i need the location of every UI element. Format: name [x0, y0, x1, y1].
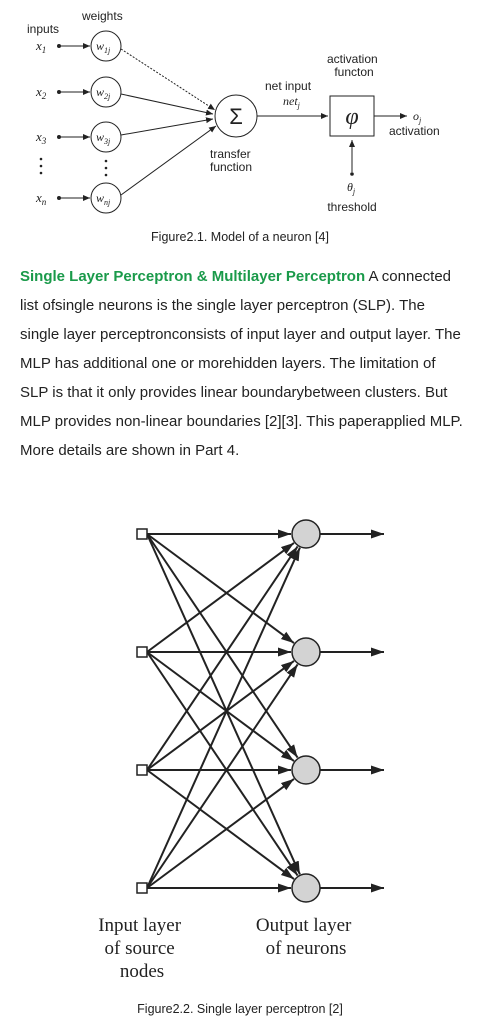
body-paragraph — [20, 262, 465, 465]
input-node — [137, 647, 147, 657]
activation-function-label: activation functon — [326, 52, 378, 79]
ellipsis-inputs — [40, 158, 43, 175]
connection-edge — [147, 779, 294, 888]
input-var: $x_1$ — [36, 38, 47, 55]
input-dot — [57, 90, 61, 94]
output-neuron — [292, 638, 320, 666]
net-input-label: net input — [265, 79, 312, 93]
connection-edge — [147, 770, 294, 879]
single-layer-perceptron-figure — [0, 510, 480, 990]
output-arrows — [320, 534, 384, 888]
input-var: $x_3$ — [36, 129, 47, 146]
activation-label: activation — [389, 124, 440, 138]
input-row — [35, 122, 121, 152]
net-var: net$_j$ — [283, 94, 300, 110]
threshold-var: $\theta_j$ — [347, 180, 356, 196]
input-dot — [57, 44, 61, 48]
weights-label: weights — [82, 9, 123, 23]
connection-edge — [147, 543, 294, 652]
sum-symbol: Σ — [229, 104, 243, 129]
input-node — [137, 529, 147, 539]
output-layer-label: Output layer of neurons — [255, 915, 352, 959]
connection-edge — [147, 664, 298, 888]
weight-var: $w_{2j}$ — [96, 85, 111, 101]
input-node — [137, 765, 147, 775]
connection-edge — [147, 661, 294, 770]
input-layer-label: Input layer of source nodes — [98, 915, 182, 982]
weight-var: $w_{3j}$ — [96, 130, 111, 146]
connection-edge — [147, 534, 294, 643]
figure1-caption: Figure2.1. Model of a neuron [4] — [151, 230, 329, 244]
connection-edge — [147, 534, 300, 874]
weight-var: $w_{nj}$ — [96, 191, 111, 207]
figure2-caption: Figure2.2. Single layer perceptron [2] — [137, 1002, 343, 1016]
section-heading: Single Layer Perceptron & Multilayer Perceptron — [20, 268, 366, 285]
weight-to-sum-connections — [121, 49, 216, 195]
output-neuron — [292, 756, 320, 784]
input-layer-nodes — [137, 529, 147, 893]
connection-edge — [147, 548, 300, 888]
weight-var: $w_{1j}$ — [96, 39, 111, 55]
network-edges — [147, 534, 300, 888]
connection-edge — [147, 534, 298, 758]
threshold-label: threshold — [327, 200, 377, 214]
connection-edge — [147, 652, 294, 761]
input-var: $x_2$ — [36, 84, 47, 101]
neuron-model-figure — [0, 0, 480, 225]
input-row — [35, 183, 121, 213]
input-node — [137, 883, 147, 893]
input-dot — [57, 196, 61, 200]
inputs-label: inputs — [27, 22, 60, 36]
ellipsis-weights — [105, 160, 108, 177]
paragraph-text: A connected list ofsingle neurons is the single layer perceptron (SLP). The single layer perceptronconsists of input layer and output layer. The MLP has additional one or morehidden layers. The limitation of SLP is that it only provides linear boundarybetween clusters. But MLP provides non-linear boundaries [2][3]. This paperapplied MLP. More details are shown in Part 4. — [20, 268, 463, 459]
output-layer-neurons — [292, 520, 320, 902]
input-row — [35, 77, 121, 107]
output-neuron — [292, 520, 320, 548]
connection-edge — [147, 546, 298, 770]
output-neuron — [292, 874, 320, 902]
transfer-function-label: transfer function — [210, 147, 253, 174]
threshold-dot — [350, 172, 354, 176]
connection-edge — [147, 652, 298, 876]
phi-symbol: φ — [345, 104, 359, 130]
output-var: $o_j$ — [413, 109, 422, 125]
input-var: $x_n$ — [36, 190, 47, 207]
input-dot — [57, 135, 61, 139]
